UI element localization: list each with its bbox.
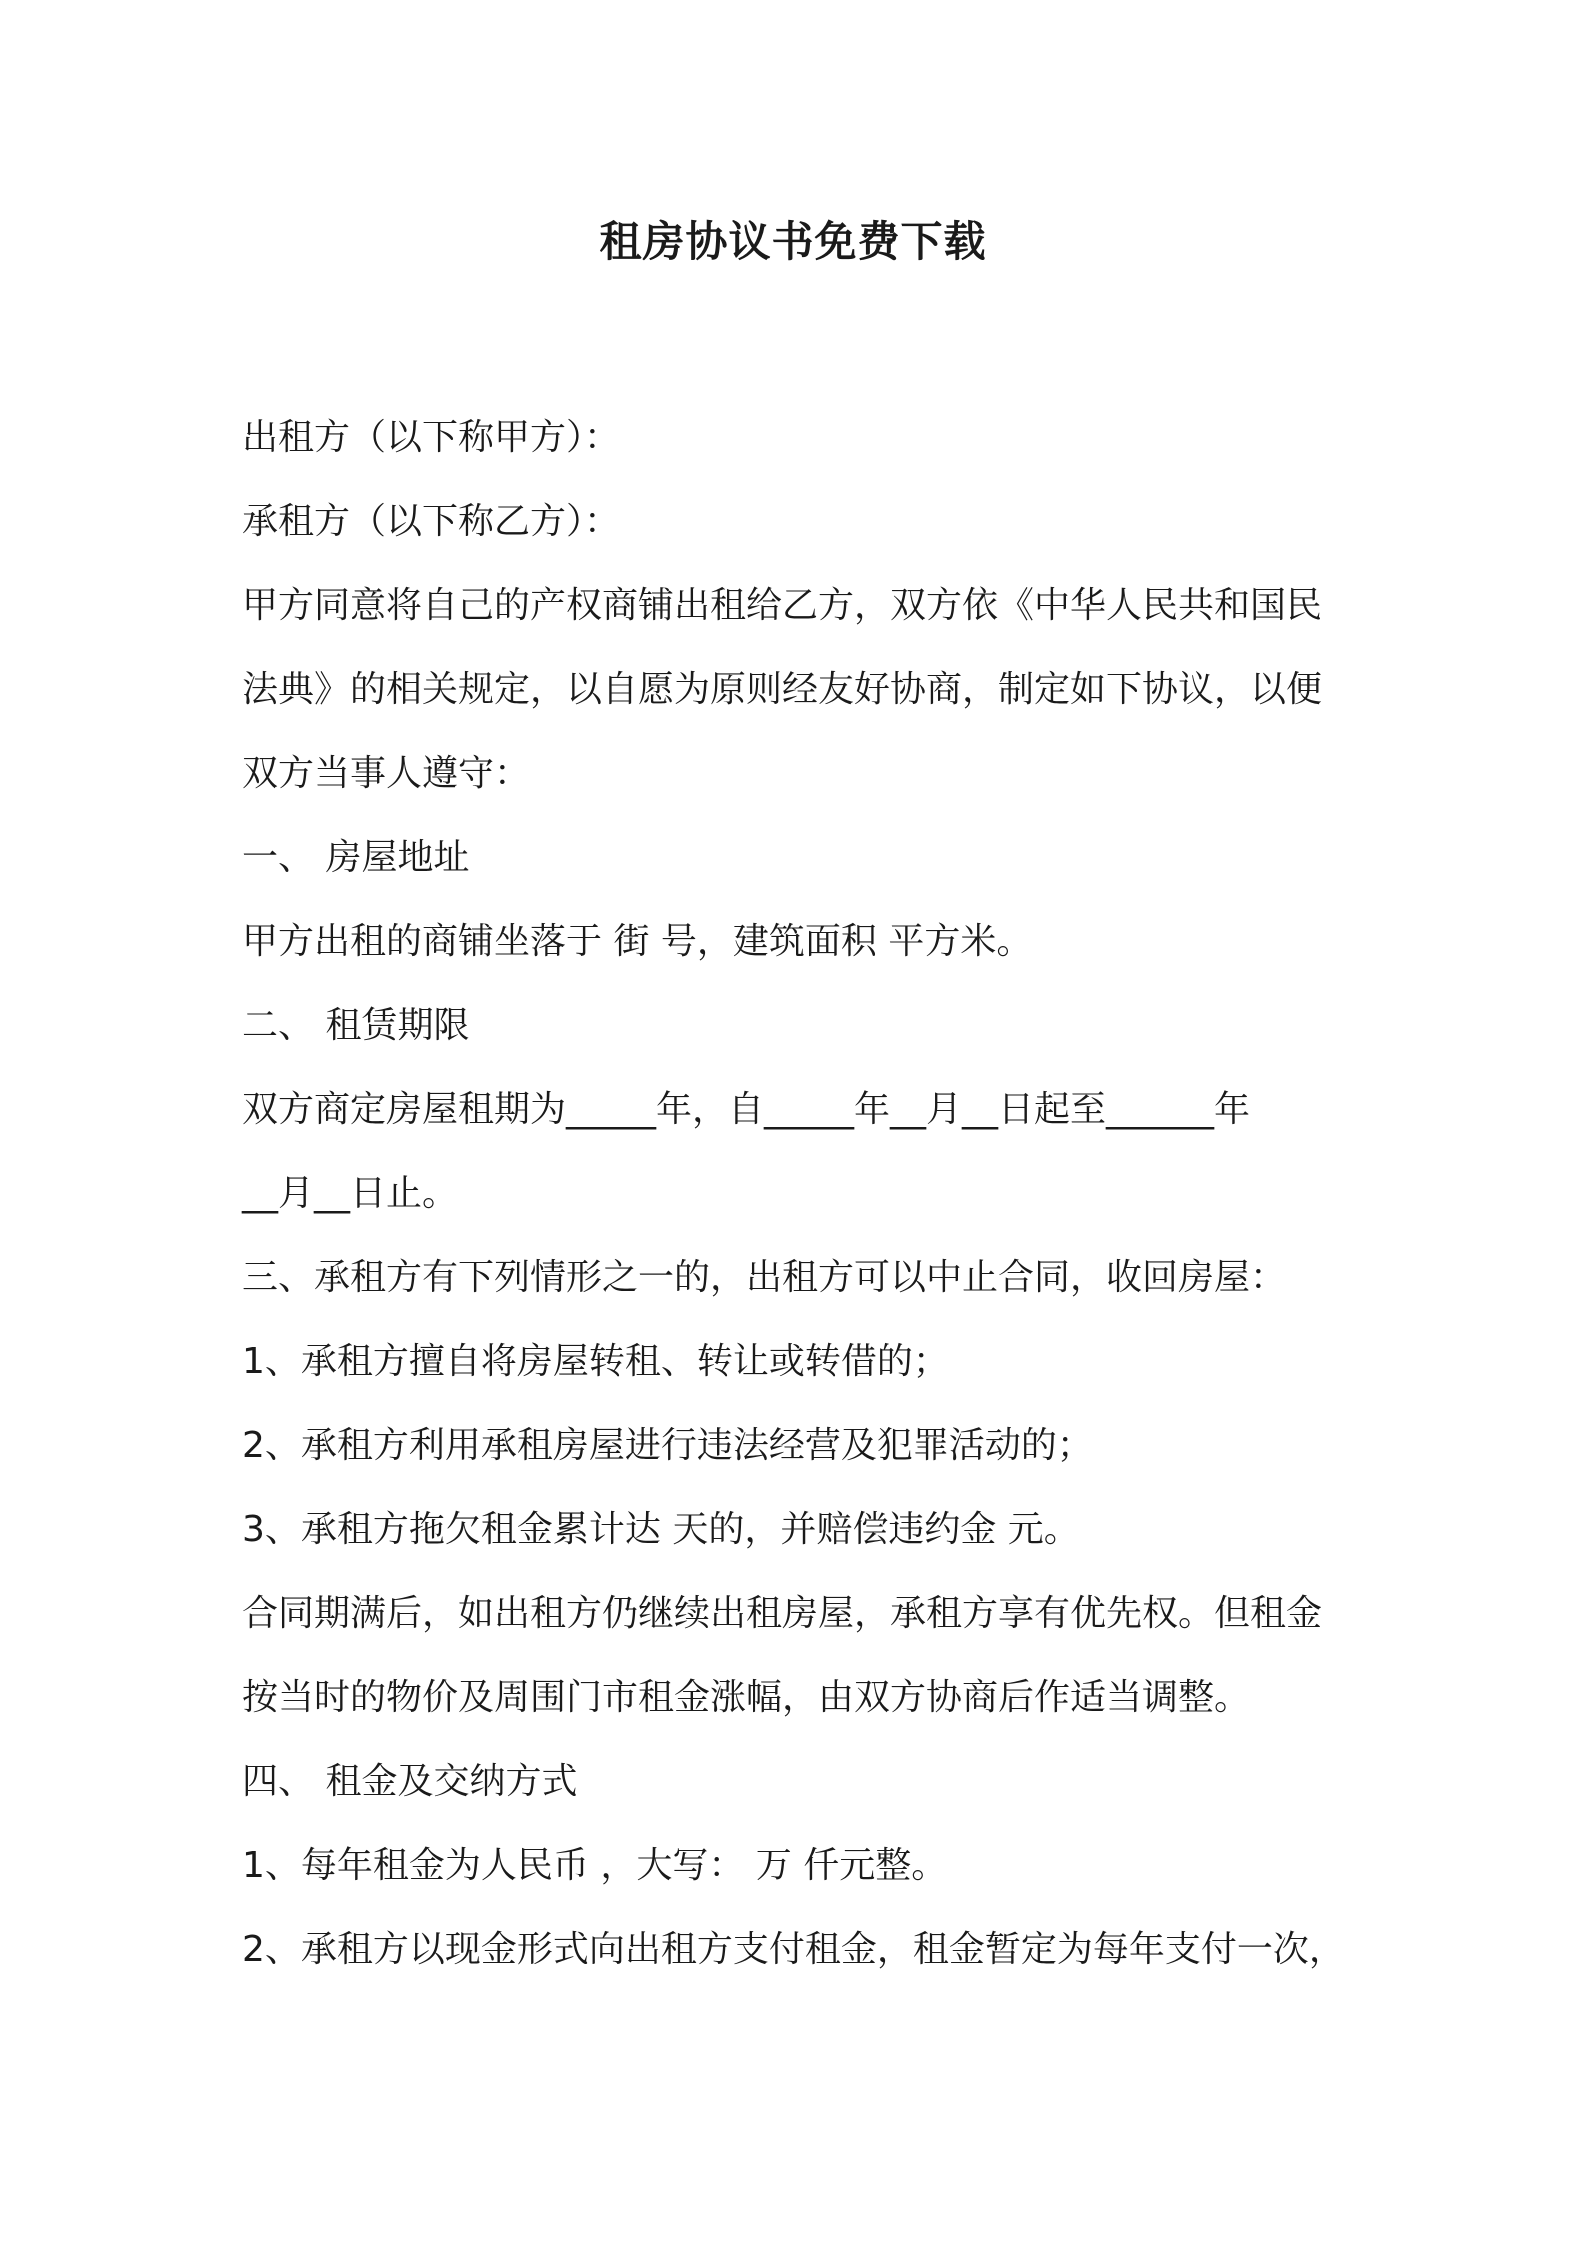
intro-paragraph-line-1: 甲方同意将自己的产权商铺出租给乙方，双方依《中华人民共和国民 <box>242 585 1323 626</box>
section-heading-address: 一、 房屋地址 <box>242 837 470 878</box>
renewal-paragraph-line-1: 合同期满后，如出租方仍继续出租房屋，承租方享有优先权。但租金 <box>242 1593 1323 1634</box>
intro-paragraph-line-3: 双方当事人遵守： <box>242 753 531 794</box>
term-clause-line-1: 双方商定房屋租期为_____年，自_____年__月__日起至______年 <box>242 1089 1251 1130</box>
section-heading-term: 二、 租赁期限 <box>242 1005 470 1046</box>
termination-item-2: 2、承租方利用承租房屋进行违法经营及犯罪活动的； <box>242 1425 1093 1466</box>
section-heading-termination: 三、承租方有下列情形之一的，出租方可以中止合同，收回房屋： <box>242 1257 1287 1298</box>
termination-item-1: 1、承租方擅自将房屋转租、转让或转借的； <box>242 1341 949 1382</box>
intro-paragraph-line-2: 法典》的相关规定，以自愿为原则经友好协商，制定如下协议，以便 <box>242 669 1323 710</box>
party-b-line: 承租方（以下称乙方）： <box>242 501 621 542</box>
address-clause: 甲方出租的商铺坐落于 街 号，建筑面积 平方米。 <box>242 921 1033 962</box>
renewal-paragraph-line-2: 按当时的物价及周围门市租金涨幅，由双方协商后作适当调整。 <box>242 1677 1251 1718</box>
term-clause-line-2: __月__日止。 <box>242 1173 459 1214</box>
termination-item-3: 3、承租方拖欠租金累计达 天的，并赔偿违约金 元。 <box>242 1509 1080 1550</box>
document-title: 租房协议书免费下载 <box>599 217 987 266</box>
rent-item-1: 1、每年租金为人民币 ，大写： 万 仟元整。 <box>242 1845 948 1886</box>
section-heading-rent: 四、 租金及交纳方式 <box>242 1761 578 1802</box>
rent-item-2: 2、承租方以现金形式向出租方支付租金，租金暂定为每年支付一次， <box>242 1929 1345 1970</box>
party-a-line: 出租方（以下称甲方）： <box>242 417 621 458</box>
